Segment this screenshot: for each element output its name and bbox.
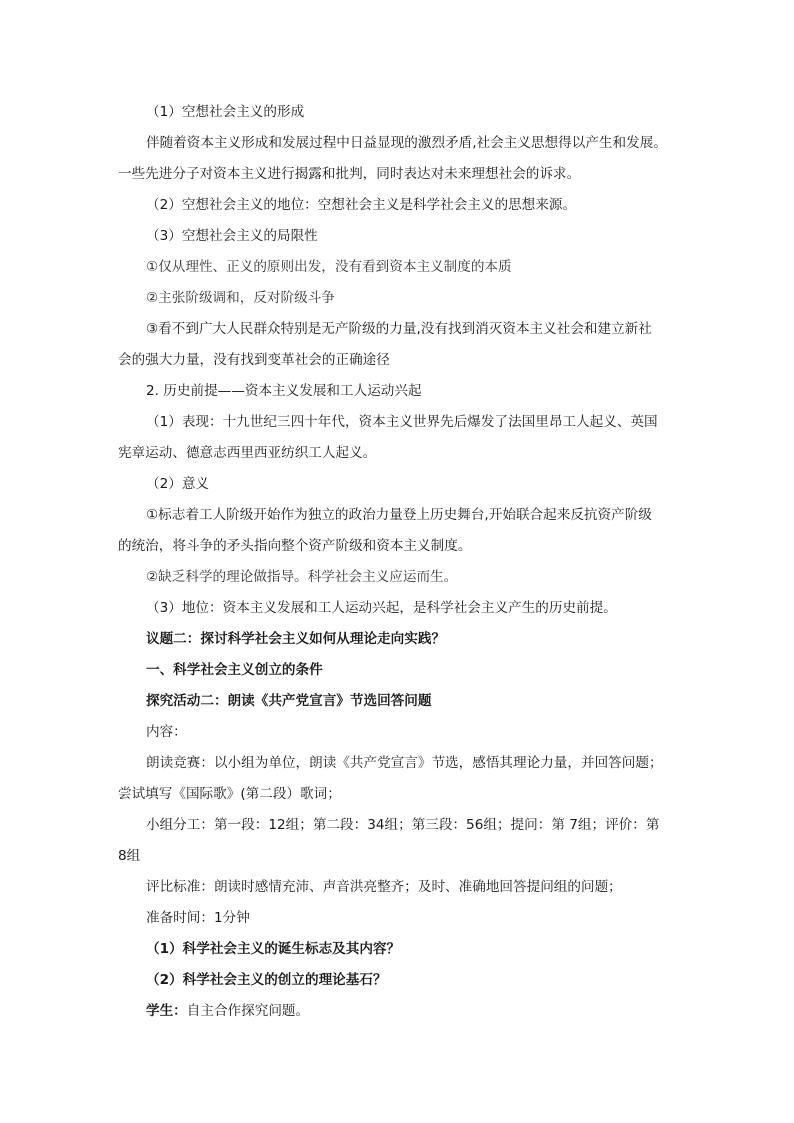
paragraph-line: ①标志着工人阶级开始作为独立的政治力量登上历史舞台,开始联合起来反抗资产阶级 <box>146 507 652 523</box>
paragraph-line: ①仅从理性、正义的原则出发，没有看到资本主义制度的本质 <box>146 259 512 275</box>
student-line <box>118 996 678 1027</box>
paragraph-line: （1）空想社会主义的形成 <box>146 104 305 120</box>
paragraph-line: ②主张阶级调和，反对阶级斗争 <box>146 290 335 306</box>
paragraph-line: 朗读竞赛：以小组为单位，朗读《共产党宣言》节选，感悟其理论力量，并回答问题； <box>146 755 663 771</box>
student-text: 自主合作探究问题。 <box>186 1003 310 1019</box>
paragraph-line: 尝试填写《国际歌》(第二段）歌词； <box>118 786 341 802</box>
document-body <box>118 97 678 1027</box>
topic-heading: 议题二：探讨科学社会主义如何从理论走向实践？ <box>146 631 446 647</box>
section-heading: 2. 历史前提——资本主义发展和工人运动兴起 <box>146 383 422 399</box>
question-line: （2）科学社会主义的创立的理论基石？ <box>146 972 387 988</box>
paragraph-line: 8组 <box>118 848 141 864</box>
paragraph-line: 一些先进分子对资本主义进行揭露和批判，同时表达对未来理想社会的诉求。 <box>118 166 581 182</box>
paragraph-line: 会的强大力量，没有找到变革社会的正确途径 <box>118 352 390 368</box>
section-heading: 一、科学社会主义创立的条件 <box>146 662 323 678</box>
paragraph-line: （3）空想社会主义的局限性 <box>146 228 318 244</box>
paragraph-line: ②缺乏科学的理论做指导。科学社会主义应运而生。 <box>146 569 458 585</box>
paragraph-line: （1）表现：十九世纪三四十年代，资本主义世界先后爆发了法国里昂工人起义、英国 <box>146 414 658 430</box>
paragraph-line: 小组分工：第一段：12组；第二段：34组；第三段：56组；提问：第 7组；评价：第 <box>146 817 660 833</box>
paragraph-line: （2）意义 <box>146 476 210 492</box>
paragraph-line: （2）空想社会主义的地位：空想社会主义是科学社会主义的思想来源。 <box>146 197 577 213</box>
question-line: （1）科学社会主义的诞生标志及其内容？ <box>146 941 401 957</box>
paragraph-line: 准备时间：1分钟 <box>146 910 250 926</box>
paragraph-line: 伴随着资本主义形成和发展过程中日益显现的激烈矛盾,社会主义思想得以产生和发展。 <box>146 135 667 151</box>
paragraph-line: ③看不到广大人民群众特别是无产阶级的力量,没有找到消灭资本主义社会和建立新社 <box>146 321 652 337</box>
activity-heading: 探究活动二：朗读《共产党宣言》节选回答问题 <box>146 693 432 709</box>
student-label: 学生： <box>146 1003 187 1019</box>
paragraph-line: 评比标准：朗读时感情充沛、声音洪亮整齐；及时、准确地回答提问组的问题； <box>146 879 622 895</box>
paragraph-line: 的统治，将斗争的矛头指向整个资产阶级和资本主义制度。 <box>118 538 472 554</box>
paragraph-line: （3）地位：资本主义发展和工人运动兴起，是科学社会主义产生的历史前提。 <box>146 600 617 616</box>
paragraph-line: 内容： <box>146 724 187 740</box>
paragraph-line: 宪章运动、德意志西里西亚纺织工人起义。 <box>118 445 377 461</box>
